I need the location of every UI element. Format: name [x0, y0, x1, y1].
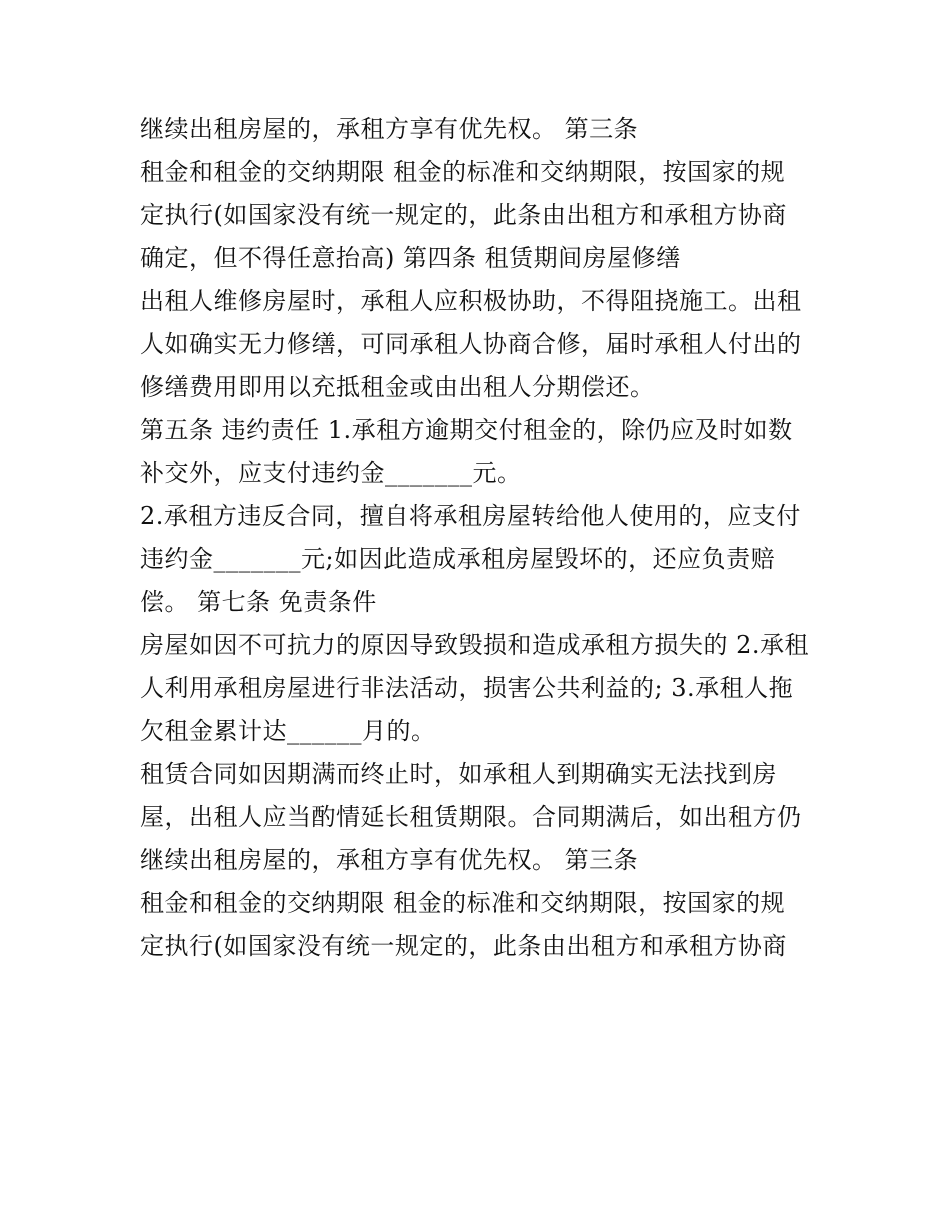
- text-line: 屋，出租人应当酌情延长租赁期限。合同期满后，如出租方仍: [140, 803, 802, 831]
- text-line: 继续出租房屋的，承租方享有优先权。 第三条: [140, 846, 639, 874]
- text-line: 偿。 第七条 免责条件: [140, 588, 377, 616]
- text-line: 定执行(如国家没有统一规定的，此条由出租方和承租方协商: [140, 201, 787, 229]
- text-line: 房屋如因不可抗力的原因导致毁损和造成承租方损失的 2.承租: [140, 631, 810, 659]
- text-line: 租赁合同如因期满而终止时，如承租人到期确实无法找到房: [140, 760, 777, 788]
- text-line: 租金和租金的交纳期限 租金的标准和交纳期限，按国家的规: [140, 158, 786, 186]
- text-line: 定执行(如国家没有统一规定的，此条由出租方和承租方协商: [140, 932, 787, 960]
- text-line: 租金和租金的交纳期限 租金的标准和交纳期限，按国家的规: [140, 889, 786, 917]
- text-line: 继续出租房屋的，承租方享有优先权。 第三条: [140, 115, 639, 143]
- document-body: [140, 108, 830, 968]
- text-line: 人如确实无力修缮，可同承租人协商合修，届时承租人付出的: [140, 330, 802, 358]
- text-line: 补交外，应支付违约金_______元。: [140, 459, 522, 487]
- text-line: 2.承租方违反合同，擅自将承租房屋转给他人使用的，应支付: [140, 502, 801, 530]
- text-line: 违约金_______元;如因此造成承租房屋毁坏的，还应负责赔: [140, 545, 776, 573]
- text-line: 出租人维修房屋时，承租人应积极协助，不得阻挠施工。出租: [140, 287, 802, 315]
- text-line: 修缮费用即用以充抵租金或由出租人分期偿还。: [140, 373, 655, 401]
- text-line: 确定，但不得任意抬高) 第四条 租赁期间房屋修缮: [140, 244, 681, 272]
- text-line: 欠租金累计达______月的。: [140, 717, 436, 745]
- text-line: 第五条 违约责任 1.承租方逾期交付租金的，除仍应及时如数: [140, 416, 793, 444]
- text-line: 人利用承租房屋进行非法活动，损害公共利益的; 3.承租人拖: [140, 674, 794, 702]
